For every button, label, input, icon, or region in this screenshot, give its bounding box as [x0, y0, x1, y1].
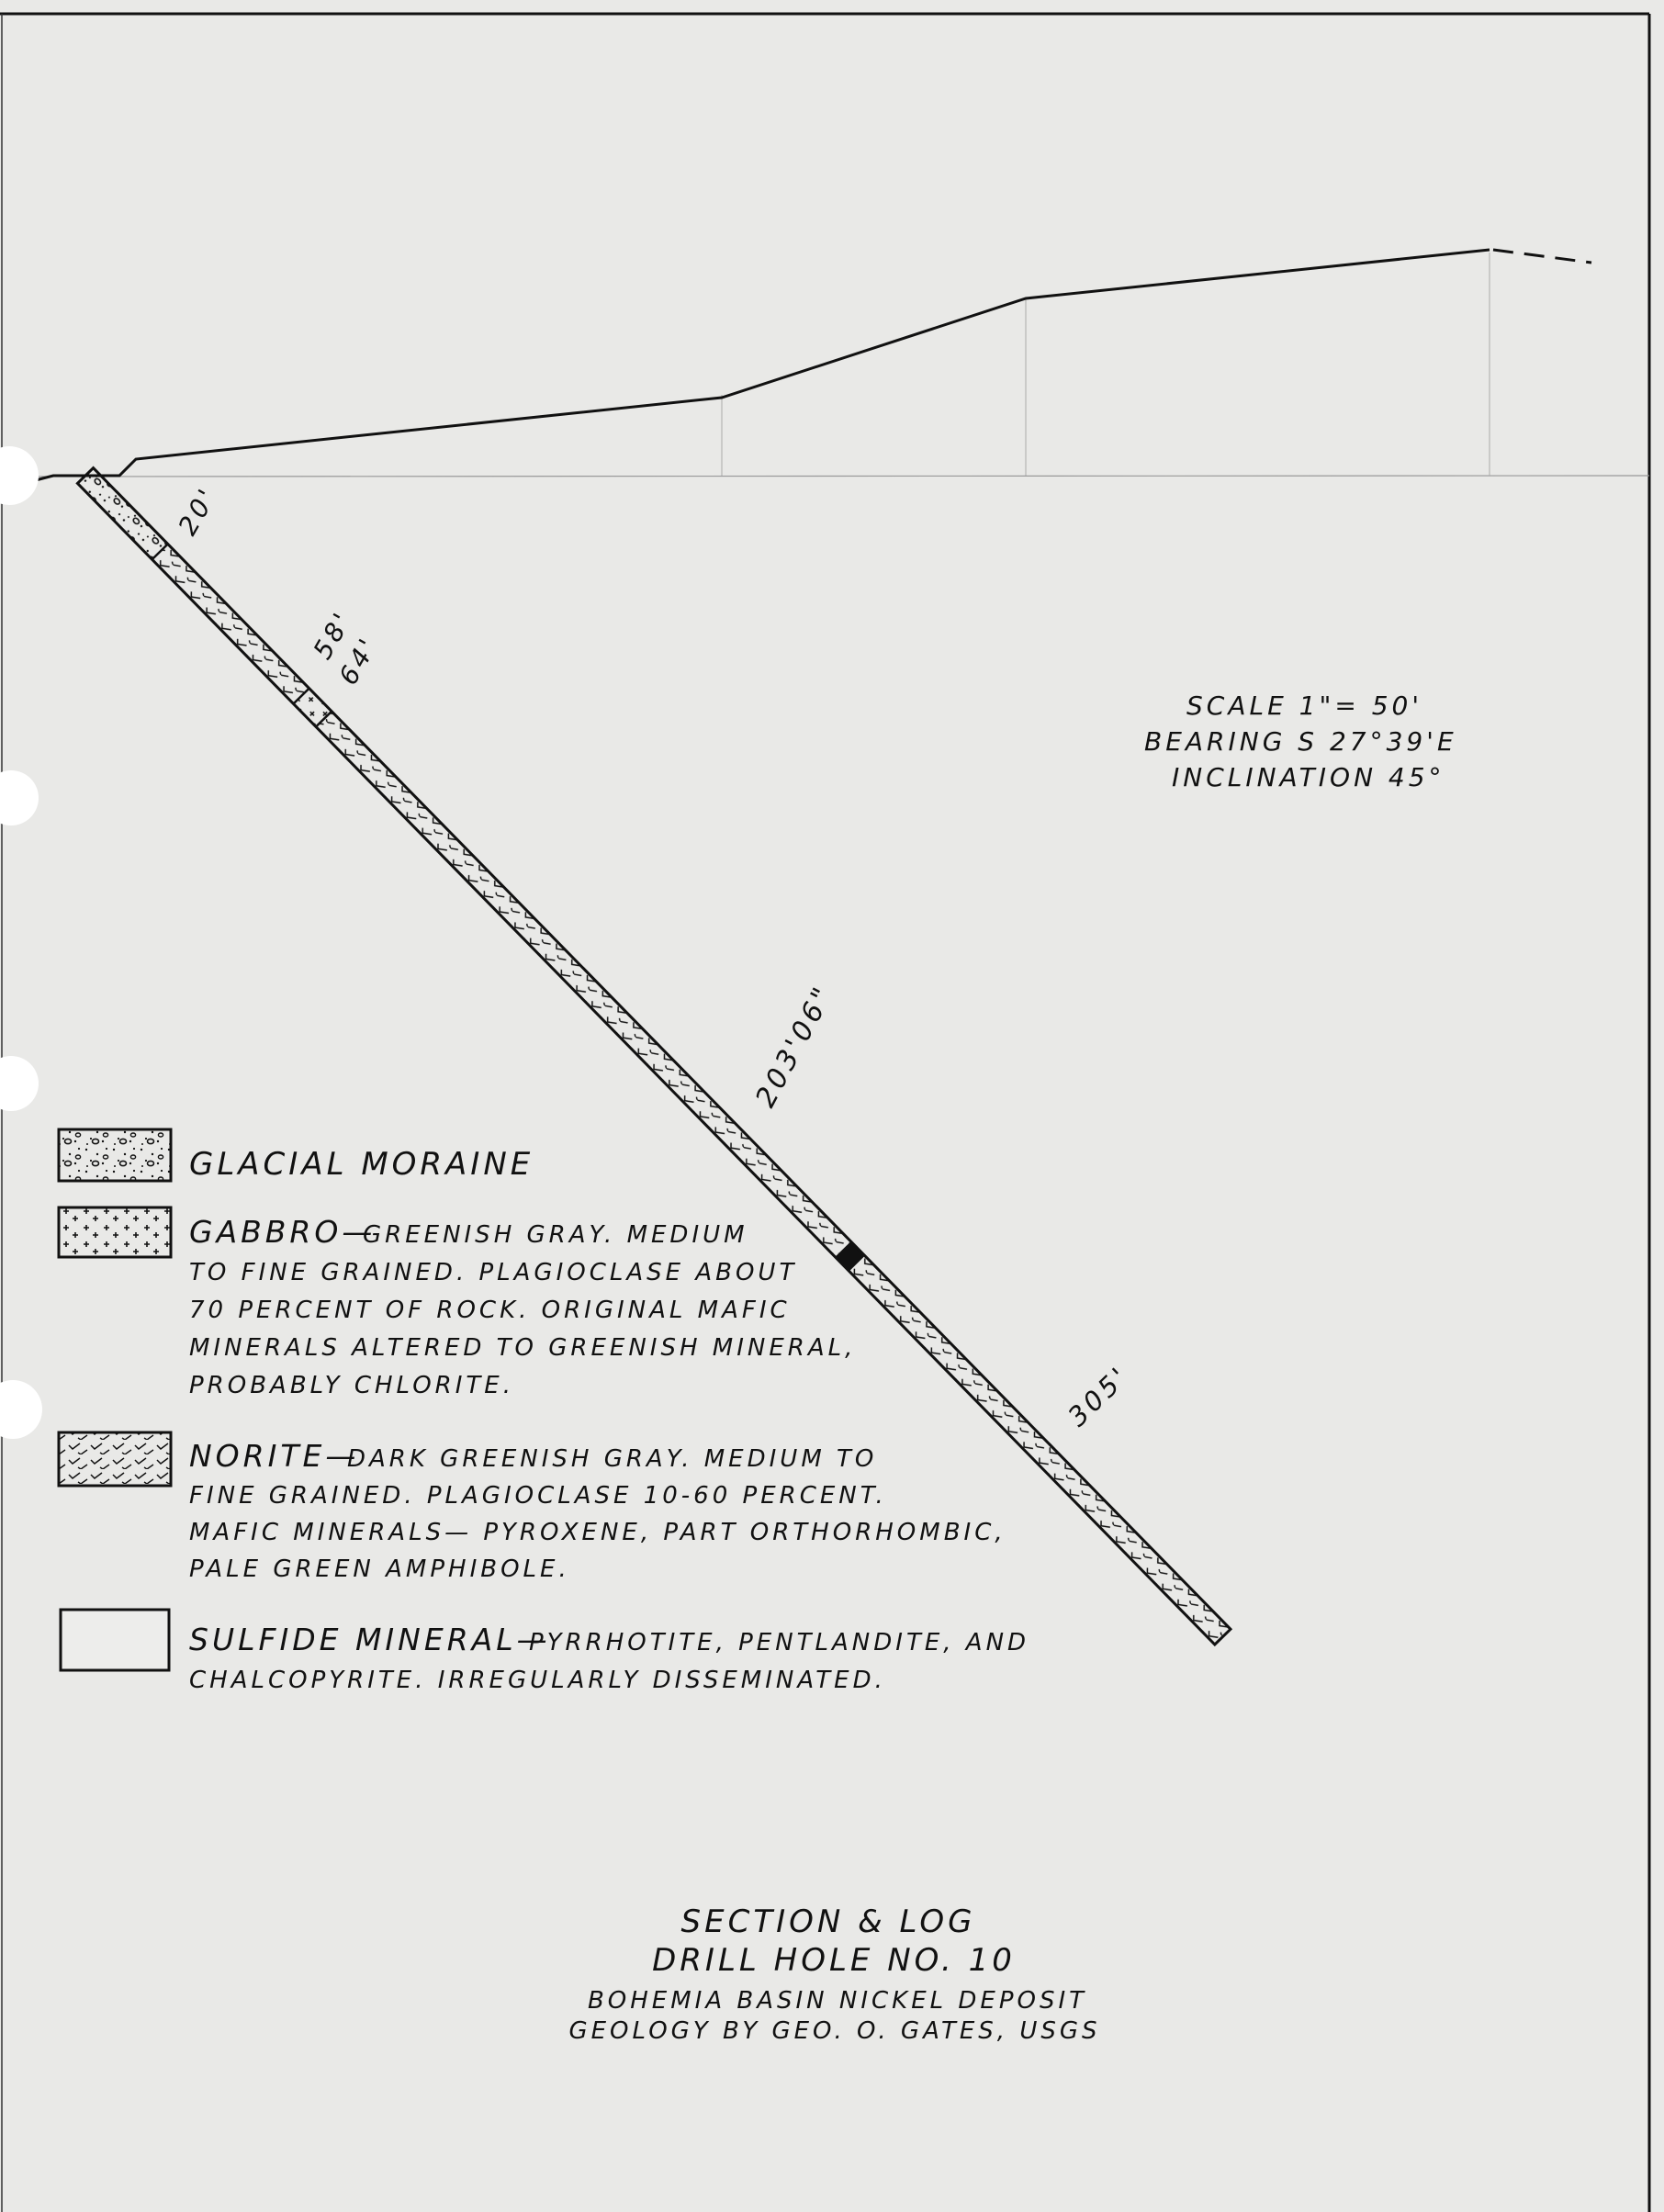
punch-hole — [0, 1056, 39, 1111]
legend-line-gabbro-4: MINERALS ALTERED TO GREENISH MINERAL, — [189, 1334, 857, 1362]
title-section-log: SECTION & LOG — [680, 1903, 976, 1940]
legend-line-gabbro-2: TO FINE GRAINED. PLAGIOCLASE ABOUT — [189, 1259, 798, 1286]
ground-surface-dashed — [1493, 250, 1591, 263]
legend-swatch-norite — [59, 1432, 171, 1486]
depth-label-305: 305' — [1062, 1359, 1136, 1433]
scale-text: SCALE 1"= 50' — [1186, 691, 1423, 721]
interval-norite — [849, 1256, 1231, 1645]
legend-line-sulfide-2: CHALCOPYRITE. IRREGULARLY DISSEMINATED. — [189, 1667, 886, 1694]
subtitle-geology-credit: GEOLOGY BY GEO. O. GATES, USGS — [568, 2017, 1101, 2045]
interval-norite — [152, 544, 309, 703]
interval-glacial-moraine — [77, 468, 167, 560]
legend-name-norite: NORITE— — [189, 1438, 360, 1474]
legend-line-gabbro-1: GREENISH GRAY. MEDIUM — [363, 1221, 748, 1249]
legend-line-norite-3: MAFIC MINERALS— PYROXENE, PART ORTHORHOMBIC, — [189, 1519, 1006, 1546]
legend-name-gabbro: GABBRO— — [189, 1214, 377, 1250]
legend-line-gabbro-3: 70 PERCENT OF ROCK. ORIGINAL MAFIC — [189, 1297, 791, 1324]
legend-swatch-glacial-moraine — [59, 1129, 171, 1181]
punch-hole — [0, 770, 39, 825]
legend-line-norite-2: FINE GRAINED. PLAGIOCLASE 10-60 PERCENT. — [189, 1482, 887, 1510]
legend-line-gabbro-5: PROBABLY CHLORITE. — [189, 1372, 514, 1399]
legend-line-sulfide-1: PYRRHOTITE, PENTLANDITE, AND — [529, 1629, 1030, 1656]
legend-name-sulfide-mineral: SULFIDE MINERAL— — [189, 1622, 551, 1657]
subtitle-deposit: BOHEMIA BASIN NICKEL DEPOSIT — [587, 1987, 1088, 2015]
legend-line-norite-4: PALE GREEN AMPHIBOLE. — [189, 1555, 570, 1583]
title-drill-hole: DRILL HOLE NO. 10 — [652, 1942, 1016, 1979]
depth-label-203: 203'06" — [749, 979, 841, 1113]
legend-name-glacial-moraine: GLACIAL MORAINE — [189, 1146, 534, 1183]
ground-surface-profile — [32, 250, 1490, 481]
punch-hole — [0, 1380, 42, 1439]
depth-label-64: 64' — [332, 631, 385, 691]
datum-line — [0, 476, 1649, 477]
depth-label-58: 58' — [307, 605, 359, 665]
legend-swatch-gabbro — [59, 1207, 171, 1257]
legend-swatch-sulfide-mineral — [61, 1610, 169, 1670]
bearing-text: BEARING S 27°39'E — [1144, 726, 1457, 757]
punch-hole — [0, 446, 39, 505]
inclination-text: INCLINATION 45° — [1172, 762, 1445, 792]
depth-label-20: 20' — [172, 481, 224, 541]
legend-line-norite-1: DARK GREENISH GRAY. MEDIUM TO — [347, 1445, 878, 1473]
